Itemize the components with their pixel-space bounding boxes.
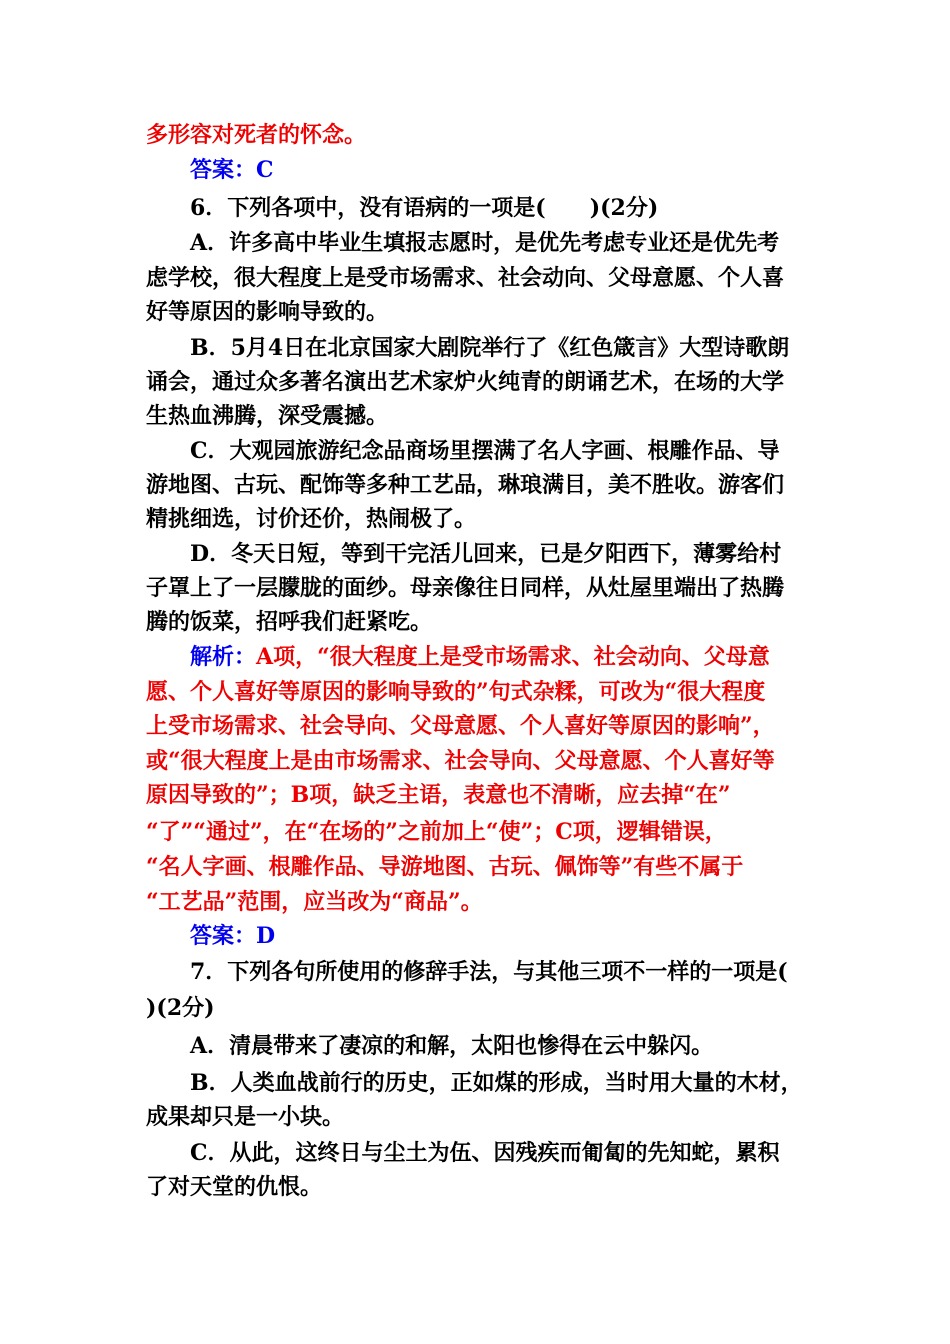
q6-answer: 答案：D <box>190 923 276 949</box>
prev-explanation-tail: 多形容对死者的怀念。 <box>146 122 367 148</box>
q6-option-b-line: 诵会，通过众多著名演出艺术家炉火纯青的朗诵艺术，在场的大学 <box>146 369 785 395</box>
analysis-label: 解析： <box>190 644 257 670</box>
q6-analysis-line: 上受市场需求、社会导向、父母意愿、个人喜好等原因的影响”， <box>146 713 775 739</box>
q6-option-a-line: 虑学校，很大程度上是受市场需求、社会动向、父母意愿、个人喜 <box>146 265 785 291</box>
q6-option-c-line: C．大观园旅游纪念品商场里摆满了名人字画、根雕作品、导 <box>190 438 780 464</box>
q7-option-b-line: B．人类血战前行的历史，正如煤的形成，当时用大量的木材， <box>190 1070 803 1096</box>
q6-option-a-line: A．许多高中毕业生填报志愿时，是优先考虑专业还是优先考 <box>190 230 780 256</box>
q6-analysis-line: “工艺品”范围，应当改为“商品”。 <box>146 889 483 915</box>
q6-option-b-line: 生热血沸腾，深受震撼。 <box>146 403 389 429</box>
prev-answer: 答案：C <box>190 157 274 183</box>
q6-analysis-line: 愿、个人喜好等原因的影响导致的”句式杂糅，可改为“很大程度 <box>146 679 766 705</box>
q7-stem-line: 7．下列各句所使用的修辞手法，与其他三项不一样的一项是( <box>190 959 788 985</box>
analysis-text: A项，“很大程度上是受市场需求、社会动向、父母意 <box>256 644 770 670</box>
q6-option-c-line: 精挑细选，讨价还价，热闹极了。 <box>146 506 477 532</box>
q6-option-d-line: 子罩上了一层朦胧的面纱。母亲像往日同样，从灶屋里端出了热腾 <box>146 575 785 601</box>
q6-analysis-first-line <box>190 642 770 673</box>
q6-option-c-line: 游地图、古玩、配饰等多种工艺品，琳琅满目，美不胜收。游客们 <box>146 472 785 498</box>
q7-stem-line: )(2分) <box>146 995 215 1021</box>
q7-option-b-line: 成果却只是一小块。 <box>146 1104 345 1130</box>
q6-option-b-line: B．5月4日在北京国家大剧院举行了《红色箴言》大型诗歌朗 <box>190 335 790 361</box>
q7-option-a: A．清晨带来了凄凉的和解，太阳也惨得在云中躲闪。 <box>190 1033 714 1059</box>
q6-analysis-line: “名人字画、根雕作品、导游地图、古玩、佩饰等”有些不属于 <box>146 854 744 880</box>
q6-analysis-line: 或“很大程度上是由市场需求、社会导向、父母意愿、个人喜好等 <box>146 748 775 774</box>
q6-stem: 6．下列各项中，没有语病的一项是( )(2分) <box>190 195 659 221</box>
q6-analysis-line: “了”“通过”，在“在场的”之前加上“使”；C项，逻辑错误， <box>146 819 727 845</box>
q6-option-a-line: 好等原因的影响导致的。 <box>146 299 389 325</box>
q6-option-d-line: 腾的饭菜，招呼我们赶紧吃。 <box>146 609 433 635</box>
q6-option-d-line: D．冬天日短，等到干完活儿回来，已是夕阳西下，薄雾给村 <box>190 541 782 567</box>
q7-option-c-line: 了对天堂的仇恨。 <box>146 1174 323 1200</box>
q6-analysis-line: 原因导致的”；B项，缺乏主语，表意也不清晰，应去掉“在” <box>146 782 731 808</box>
q7-option-c-line: C．从此，这终日与尘土为伍、因残疾而匍匐的先知蛇，累积 <box>190 1140 780 1166</box>
